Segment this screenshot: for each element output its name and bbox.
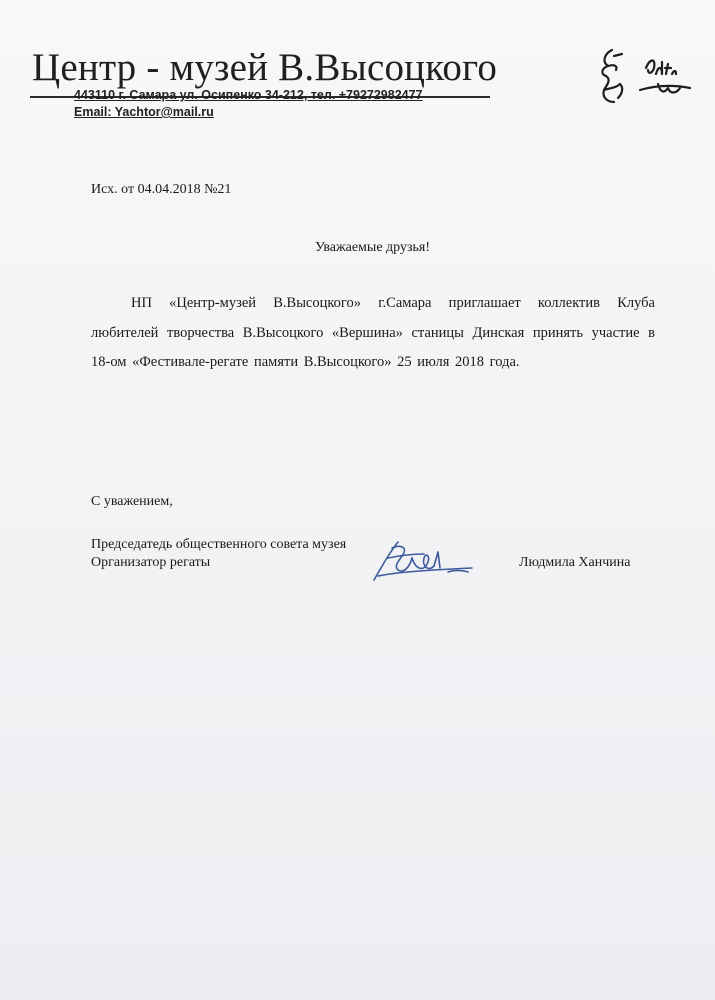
closing-phrase: С уважением,	[91, 494, 173, 509]
vysotsky-portrait-logo-icon	[594, 44, 694, 110]
letterhead-title: Центр - музей В.Высоцкого	[32, 46, 498, 89]
signatory-role-line-2: Организатор регаты	[91, 555, 211, 570]
handwritten-signature-icon	[368, 536, 478, 586]
letterhead-address: 443110 г. Самара ул. Осипенко 34-212, тел. +79272982477	[74, 88, 423, 102]
letter-body: НП «Центр-музей В.Высоцкого» г.Самара приглашает коллектив Клуба любителей творчества В.Высоцкого «Вершина» станицы Динская принять участие в 18-ом «Фестивале-регате памяти В.Высоцкого» 25 июля 2018 года.	[91, 295, 655, 370]
greeting: Уважаемые друзья!	[314, 240, 430, 255]
signatory-name: Людмила Ханчина	[519, 555, 631, 570]
letterhead-email: Email: Yachtor@mail.ru	[74, 105, 214, 119]
document-reference: Исх. от 04.04.2018 №21	[91, 182, 232, 197]
signatory-role-line-1: Председатедь общественного совета музея	[91, 537, 347, 552]
